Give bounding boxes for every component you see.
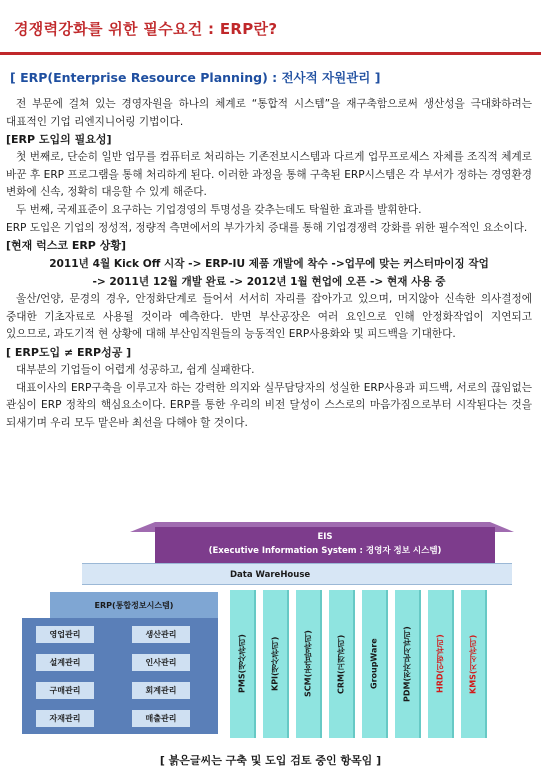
erp-item: 인사관리: [132, 654, 190, 671]
section-heading-status: [현재 럭스코 ERP 상황]: [6, 239, 126, 253]
eis-subtitle: (Executive Information System : 경영자 정보 시스템): [208, 546, 442, 556]
page-title: 경쟁력강화를 위한 필수요건 : ERP란?: [14, 20, 278, 38]
title-rule: [0, 52, 541, 55]
diagram-caption: [ 붉은글씨는 구축 및 도입 검토 중인 항목임 ]: [159, 754, 382, 767]
status-paragraph: 울산/언양, 문경의 경우, 안정화단계로 들어서 서서히 자리를 잡아가고 있으며, 머지않아 신속한 의사결정에 중대한 기초자료로 사용될 것이라 예측한다. 반면 부산공장은 여러 요인으로 인해 안정화작업이 지연되고 있으므로, 과도기적 현 상황에 대해 부산임직원들의 능동적인 ERP사용화와 및 피드백을 기대한다.: [6, 293, 532, 341]
erp-item: 영업관리: [36, 626, 94, 643]
erp-item: 구매관리: [36, 682, 94, 699]
erp-item: 회계관리: [132, 682, 190, 699]
page-subtitle: [ ERP(Enterprise Resource Planning) : 전사적 자원관리 ]: [10, 70, 381, 85]
status-timeline-line-2: -> 2011년 12월 개발 완료 -> 2012년 1월 현업에 오픈 -> 현재 사용 중: [92, 276, 446, 289]
intro-paragraph: 전 부문에 걸쳐 있는 경영자원을 하나의 체계로 “통합적 시스템”을 재구축함으로써 생산성을 극대화하려는 대표적인 기업 리엔지니어링 기법이다.: [6, 98, 532, 128]
section-heading-necessity: [ERP 도입의 필요성]: [6, 133, 112, 147]
pillar-scm: [296, 590, 322, 738]
success-paragraph-2: 대표이사의 ERP구축을 이루고자 하는 강력한 의지와 실무담당자의 성실한 ERP사용과 피드백, 서로의 끊임없는 관심이 ERP 정착의 핵심요소이다. ERP를 통한 우리의 비전 달성이 스스로의 마음가짐으로부터 시작된다는 것을 되새기며 우리 모두 맡은바 최선을 다해야 할 것이다.: [6, 381, 532, 429]
pillar-label: CRM(고객관리): [336, 634, 346, 694]
pillar-label: PMS(생산관리): [237, 634, 247, 694]
erp-item: 매출관리: [132, 710, 190, 727]
eis-title: EIS: [317, 532, 333, 542]
pillar-label: KMS(지식관리): [468, 634, 478, 694]
pillar-label: GroupWare: [369, 638, 379, 690]
necessity-paragraph-3: ERP 도입은 기업의 정성적, 정량적 측면에서의 부가가치 증대를 통해 기업경쟁력 강화를 위한 필수적인 요소이다.: [6, 221, 528, 234]
pillar-label: HRD(인력관리): [435, 634, 445, 694]
necessity-paragraph-1: 첫 번째로, 단순히 일반 업무를 컴퓨터로 처리하는 기존전보시스템과 다르게 업무프로세스 자체를 조직적 체계로 바꾼 후 ERP 프로그램을 통해 처리하게 된다. 이러한 과정을 통해 구축된 ERP시스템은 각 부서가 정하는 경영환경 변화에 신속, 정확히 대응할 수 있게 해준다.: [6, 151, 532, 199]
section-heading-success: [ ERP도입 ≠ ERP성공 ]: [6, 345, 132, 359]
eis-layer: [155, 527, 495, 564]
erp-item: 생산관리: [132, 626, 190, 643]
pillar-kms: [461, 590, 487, 738]
pillar-hrd: [428, 590, 454, 738]
erp-item: 설계관리: [36, 654, 94, 671]
pillar-pdm: [395, 590, 421, 738]
erp-title: ERP(통합정보시스템): [50, 592, 218, 620]
pillar-label: PDM(전자문서관리): [402, 626, 412, 702]
pillar-label: KPI(생산관리): [270, 636, 280, 692]
erp-item: 자재관리: [36, 710, 94, 727]
data-warehouse-layer: Data WareHouse: [82, 563, 512, 585]
pillar-label: SCM(공급망관리): [303, 630, 313, 698]
pillar-groupware: [362, 590, 388, 738]
success-paragraph-1: 대부분의 기업들이 어렵게 성공하고, 쉽게 실패한다.: [16, 363, 255, 376]
pillar-kpi: [263, 590, 289, 738]
pillar-crm: [329, 590, 355, 738]
necessity-paragraph-2: 두 번째, 국제표준이 요구하는 기업경영의 투명성을 갖추는데도 탁월한 효과를 발휘한다.: [16, 203, 422, 216]
pillar-pms: [230, 590, 256, 738]
article-body: [6, 96, 532, 432]
erp-module-block: [22, 618, 218, 734]
status-timeline-line-1: 2011년 4월 Kick Off 시작 -> ERP-IU 제품 개발에 착수 ->업무에 맞는 커스터마이징 작업: [49, 258, 489, 271]
